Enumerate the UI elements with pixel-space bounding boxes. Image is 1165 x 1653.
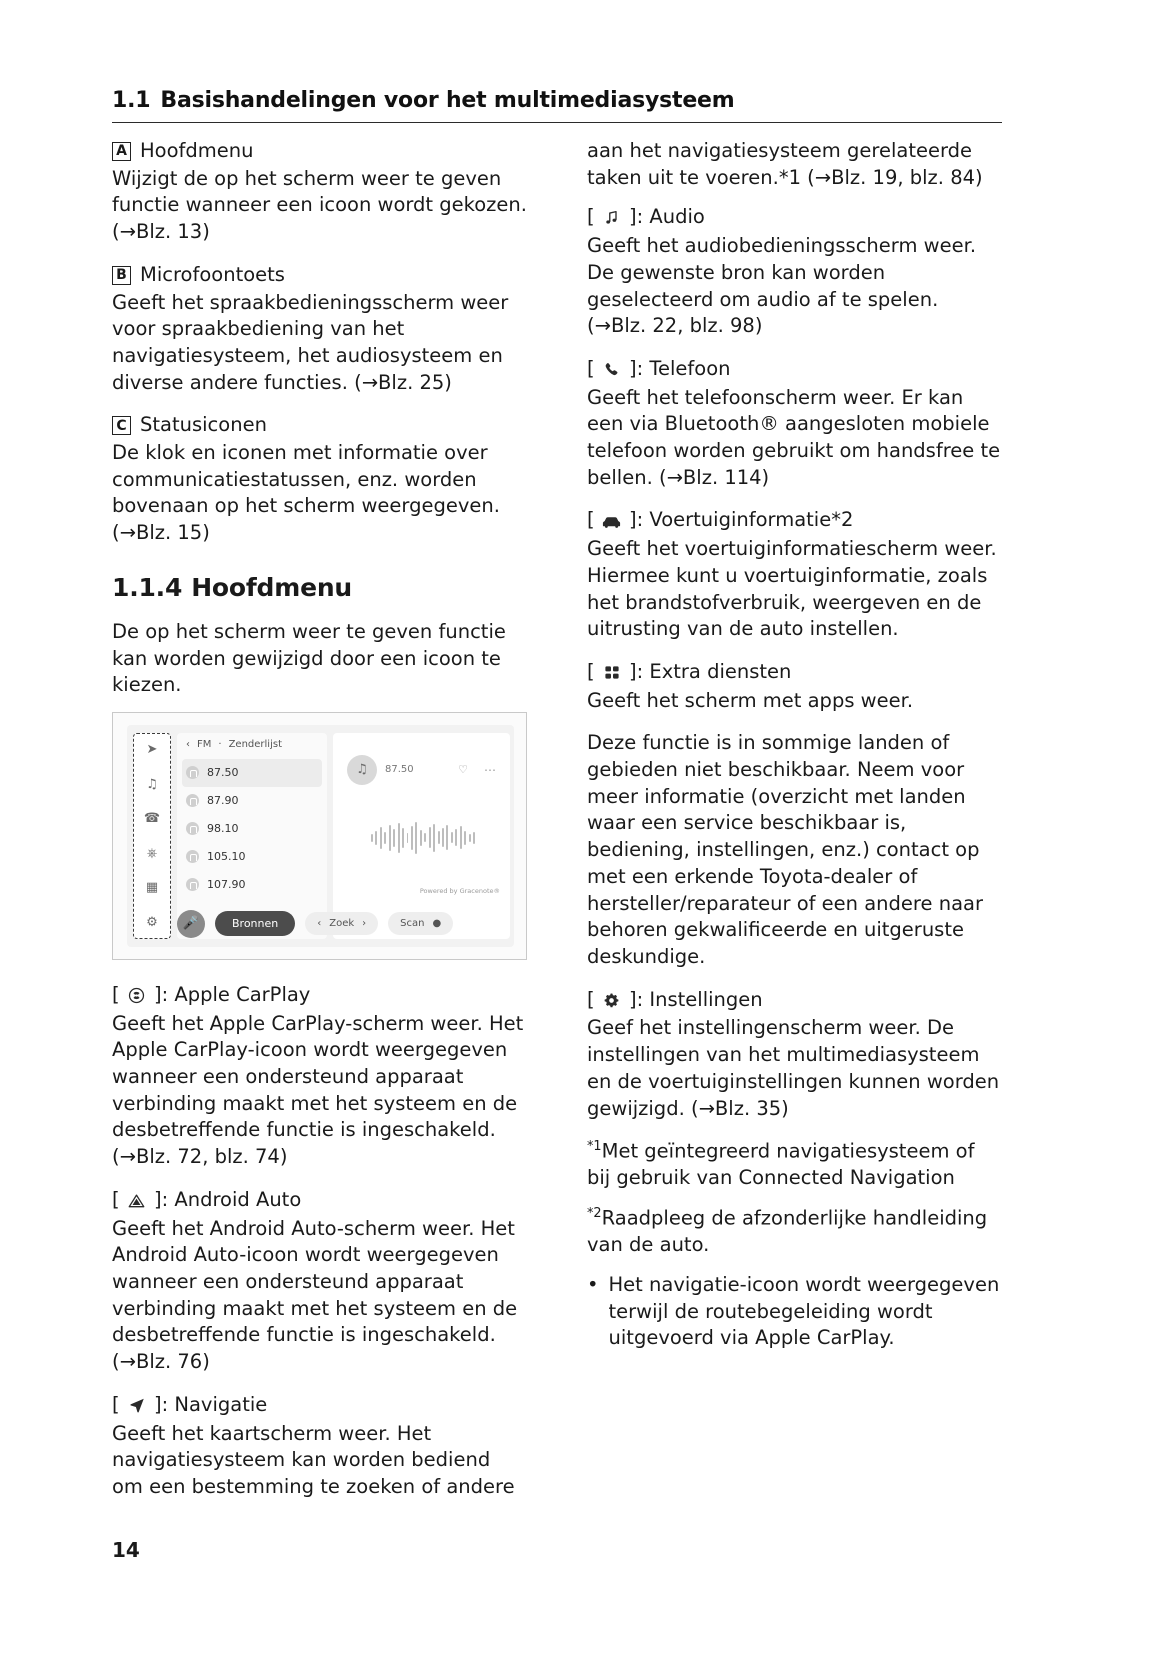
right-column — [587, 138, 1002, 1517]
favorite-icon: ♡ — [458, 762, 468, 776]
section-title: Basishandelingen voor het multimediasysteem — [160, 88, 735, 113]
entry-settings-text: ]: Instellingen — [629, 987, 763, 1011]
sources-button: Bronnen — [215, 911, 295, 936]
bracket-open: [ — [112, 1187, 120, 1211]
scan-toggle-icon: ● — [432, 918, 442, 930]
bracket-open: [ — [587, 205, 595, 229]
now-playing-info — [347, 755, 414, 785]
more-options-icon: ⋯ — [484, 762, 496, 777]
subsection-heading — [112, 573, 527, 602]
apple-carplay-icon — [126, 986, 148, 1004]
entry-phone-text: ]: Telefoon — [629, 356, 731, 380]
station-list-label: Zenderlijst — [228, 739, 282, 751]
entry-carplay-description: Geeft het Apple CarPlay-scherm weer. Het Apple CarPlay-icoon wordt weergegeven wanneer een ondersteund apparaat verbinding maakt met het systeem en de desbetreffende functie is ingeschakeld. (→Blz. 72, blz. 74) — [112, 1011, 524, 1169]
audio-note-icon — [601, 209, 623, 227]
apps-availability-note: Deze functie is in sommige landen of gebieden niet beschikbaar. Neem voor meer informatie (overzicht met landen waar een service beschikbaar is, bediening, instellingen, enz.) contact op met een erkende Toyota-dealer of hersteller/reparateur of een andere naar behoren gekwalificeerde en uitgeruste deskundige. — [587, 731, 983, 968]
navigation-icon: ➤ — [146, 741, 158, 757]
audio-note-icon: ♫ — [146, 776, 158, 792]
scan-button — [388, 912, 453, 935]
phone-icon — [601, 360, 623, 378]
radio-icon: ♫ — [347, 755, 377, 785]
gear-icon: ⚙ — [146, 914, 158, 930]
back-icon: ‹ — [186, 739, 190, 751]
header-divider — [112, 122, 1002, 123]
subsection-title: Hoofdmenu — [191, 572, 353, 602]
entry-phone-label — [587, 356, 1002, 383]
bracket-open: [ — [587, 987, 595, 1011]
callout-b — [112, 262, 527, 289]
now-playing-frequency: 87.50 — [385, 764, 414, 776]
list-item — [177, 815, 327, 843]
chevron-right-icon: › — [362, 918, 367, 930]
apps-grid-icon: ▦ — [145, 880, 159, 896]
car-icon: ⎈ — [146, 845, 158, 861]
bullet-text: Het navigatie-icoon wordt weergegeven terwijl de routebegeleiding wordt uitgevoerd via Apple CarPlay. — [608, 1273, 1000, 1350]
subsection-intro: De op het scherm weer te geven functie kan worden gewijzigd door een icoon te kiezen. — [112, 619, 506, 697]
microphone-icon: 🎤 — [177, 910, 205, 938]
list-item — [177, 787, 327, 815]
bullet-item — [587, 1272, 1002, 1352]
station-icon — [186, 794, 199, 807]
list-item — [182, 759, 322, 787]
seek-button — [305, 912, 378, 935]
entry-androidauto-label — [112, 1187, 527, 1214]
callout-c — [112, 412, 527, 439]
footnote-1 — [587, 1138, 1002, 1192]
entry-vehicle-label — [587, 507, 1002, 534]
callout-label-c: Statusiconen — [140, 413, 267, 437]
bracket-open: [ — [112, 982, 120, 1006]
footnote-1-mark: *1 — [587, 1139, 602, 1155]
callout-a-description: Wijzigt de op het scherm weer te geven functie wanneer een icoon wordt gekozen. (→Blz. 13) — [112, 166, 527, 244]
station-frequency: 98.10 — [207, 822, 239, 836]
station-frequency: 87.50 — [207, 766, 239, 780]
apps-grid-icon — [601, 664, 623, 682]
callout-b-description: Geeft het spraakbedieningsscherm weer voor spraakbediening van het navigatiesysteem, het audiosysteem en diverse andere functies. (→Blz. 25) — [112, 290, 509, 394]
bracket-open: [ — [587, 659, 595, 683]
source-label: FM — [197, 739, 212, 751]
footnote-2 — [587, 1205, 1002, 1259]
navigation-icon — [126, 1396, 148, 1414]
station-icon — [186, 822, 199, 835]
list-item — [177, 843, 327, 871]
chevron-left-icon: ‹ — [317, 918, 322, 930]
callout-label-a: Hoofdmenu — [140, 139, 254, 162]
entry-navigation-label — [112, 1392, 527, 1419]
station-icon — [186, 850, 199, 863]
head-unit-figure — [112, 712, 527, 960]
bracket-open: [ — [587, 508, 595, 532]
entry-apps-description: Geeft het scherm met apps weer. — [587, 688, 914, 712]
entry-androidauto-description: Geeft het Android Auto-scherm weer. Het Android Auto-icoon wordt weergegeven wanneer een ondersteund apparaat verbinding maakt met het systeem en de desbetreffende functie is ingeschakeld. (→Blz. 76) — [112, 1216, 518, 1374]
footnote-1-text: Met geïntegreerd navigatiesysteem of bij gebruik van Connected Navigation — [587, 1139, 975, 1190]
seek-label: Zoek — [329, 918, 355, 930]
callout-letter-b: B — [112, 266, 131, 285]
entry-apps-text: ]: Extra diensten — [629, 659, 792, 683]
subsection-number: 1.1.4 — [112, 572, 183, 602]
footnote-2-text: Raadpleeg de afzonderlijke handleiding van de auto. — [587, 1206, 988, 1257]
left-column — [112, 138, 527, 1517]
entry-phone-description: Geeft het telefoonscherm weer. Er kan een via Bluetooth® aangesloten mobiele telefoon worden gebruikt om handsfree te bellen. (→Blz. 114) — [587, 385, 1001, 489]
entry-audio-label — [587, 204, 1002, 231]
entry-carplay-text: ]: Apple CarPlay — [154, 982, 311, 1006]
entry-settings-description: Geef het instellingenscherm weer. De instellingen van het multimediasysteem en de voertuiginstellingen kunnen worden gewijzigd. (→Blz. 35) — [587, 1016, 1000, 1120]
head-unit-controls — [177, 909, 510, 939]
bracket-open: [ — [112, 1392, 120, 1416]
page-title — [112, 88, 1002, 122]
bracket-open: [ — [587, 356, 595, 380]
list-item — [177, 871, 327, 899]
page-header — [112, 88, 1002, 123]
android-auto-icon — [126, 1192, 148, 1210]
callout-label-b: Microfoontoets — [140, 262, 285, 286]
car-icon — [601, 513, 623, 531]
entry-audio-text: ]: Audio — [629, 205, 705, 229]
callout-letter-a: A — [112, 142, 131, 161]
bullet-icon: • — [587, 1273, 599, 1297]
entry-carplay-label — [112, 982, 527, 1009]
separator: · — [218, 739, 222, 751]
scan-label: Scan — [400, 918, 425, 930]
navigation-continuation: aan het navigatiesysteem gerelateerde taken uit te voeren.*1 (→Blz. 19, blz. 84) — [587, 139, 983, 189]
head-unit-screenshot — [127, 725, 514, 947]
entry-androidauto-text: ]: Android Auto — [154, 1187, 302, 1211]
entry-navigation-text: ]: Navigatie — [154, 1392, 268, 1416]
callout-letter-c: C — [112, 416, 131, 435]
entry-audio-description: Geeft het audiobedieningsscherm weer. De gewenste bron kan worden geselecteerd om audio af te spelen. (→Blz. 22, blz. 98) — [587, 234, 977, 338]
waveform-graphic — [371, 821, 475, 855]
station-icon — [186, 878, 199, 891]
station-frequency: 87.90 — [207, 794, 239, 808]
callout-c-description: De klok en iconen met informatie over communicatiestatussen, enz. worden bovenaan op het scherm weergegeven. (→Blz. 15) — [112, 441, 500, 545]
station-frequency: 105.10 — [207, 850, 246, 864]
head-unit-sidebar — [133, 733, 171, 939]
entry-vehicle-description: Geeft het voertuiginformatiescherm weer. Hiermee kunt u voertuiginformatie, zoals het brandstofverbruik, weergeven en de uitrusting van de auto instellen. — [587, 537, 997, 641]
callout-a — [112, 138, 527, 165]
two-column-body — [112, 138, 1002, 1517]
entry-vehicle-text: ]: Voertuiginformatie*2 — [629, 508, 854, 532]
section-number: 1.1 — [112, 88, 151, 113]
entry-settings-label — [587, 987, 1002, 1014]
entry-navigation-description: Geeft het kaartscherm weer. Het navigatiesysteem kan worden bediend om een bestemming te zoeken of andere — [112, 1421, 515, 1498]
station-frequency: 107.90 — [207, 878, 246, 892]
gear-icon — [601, 991, 623, 1009]
page-number: 14 — [112, 1538, 140, 1562]
station-icon — [186, 766, 199, 779]
phone-icon: ☎ — [143, 811, 161, 827]
entry-apps-label — [587, 659, 1002, 686]
gracenote-credit: Powered by Gracenote® — [419, 886, 500, 895]
footnote-2-mark: *2 — [587, 1206, 602, 1222]
